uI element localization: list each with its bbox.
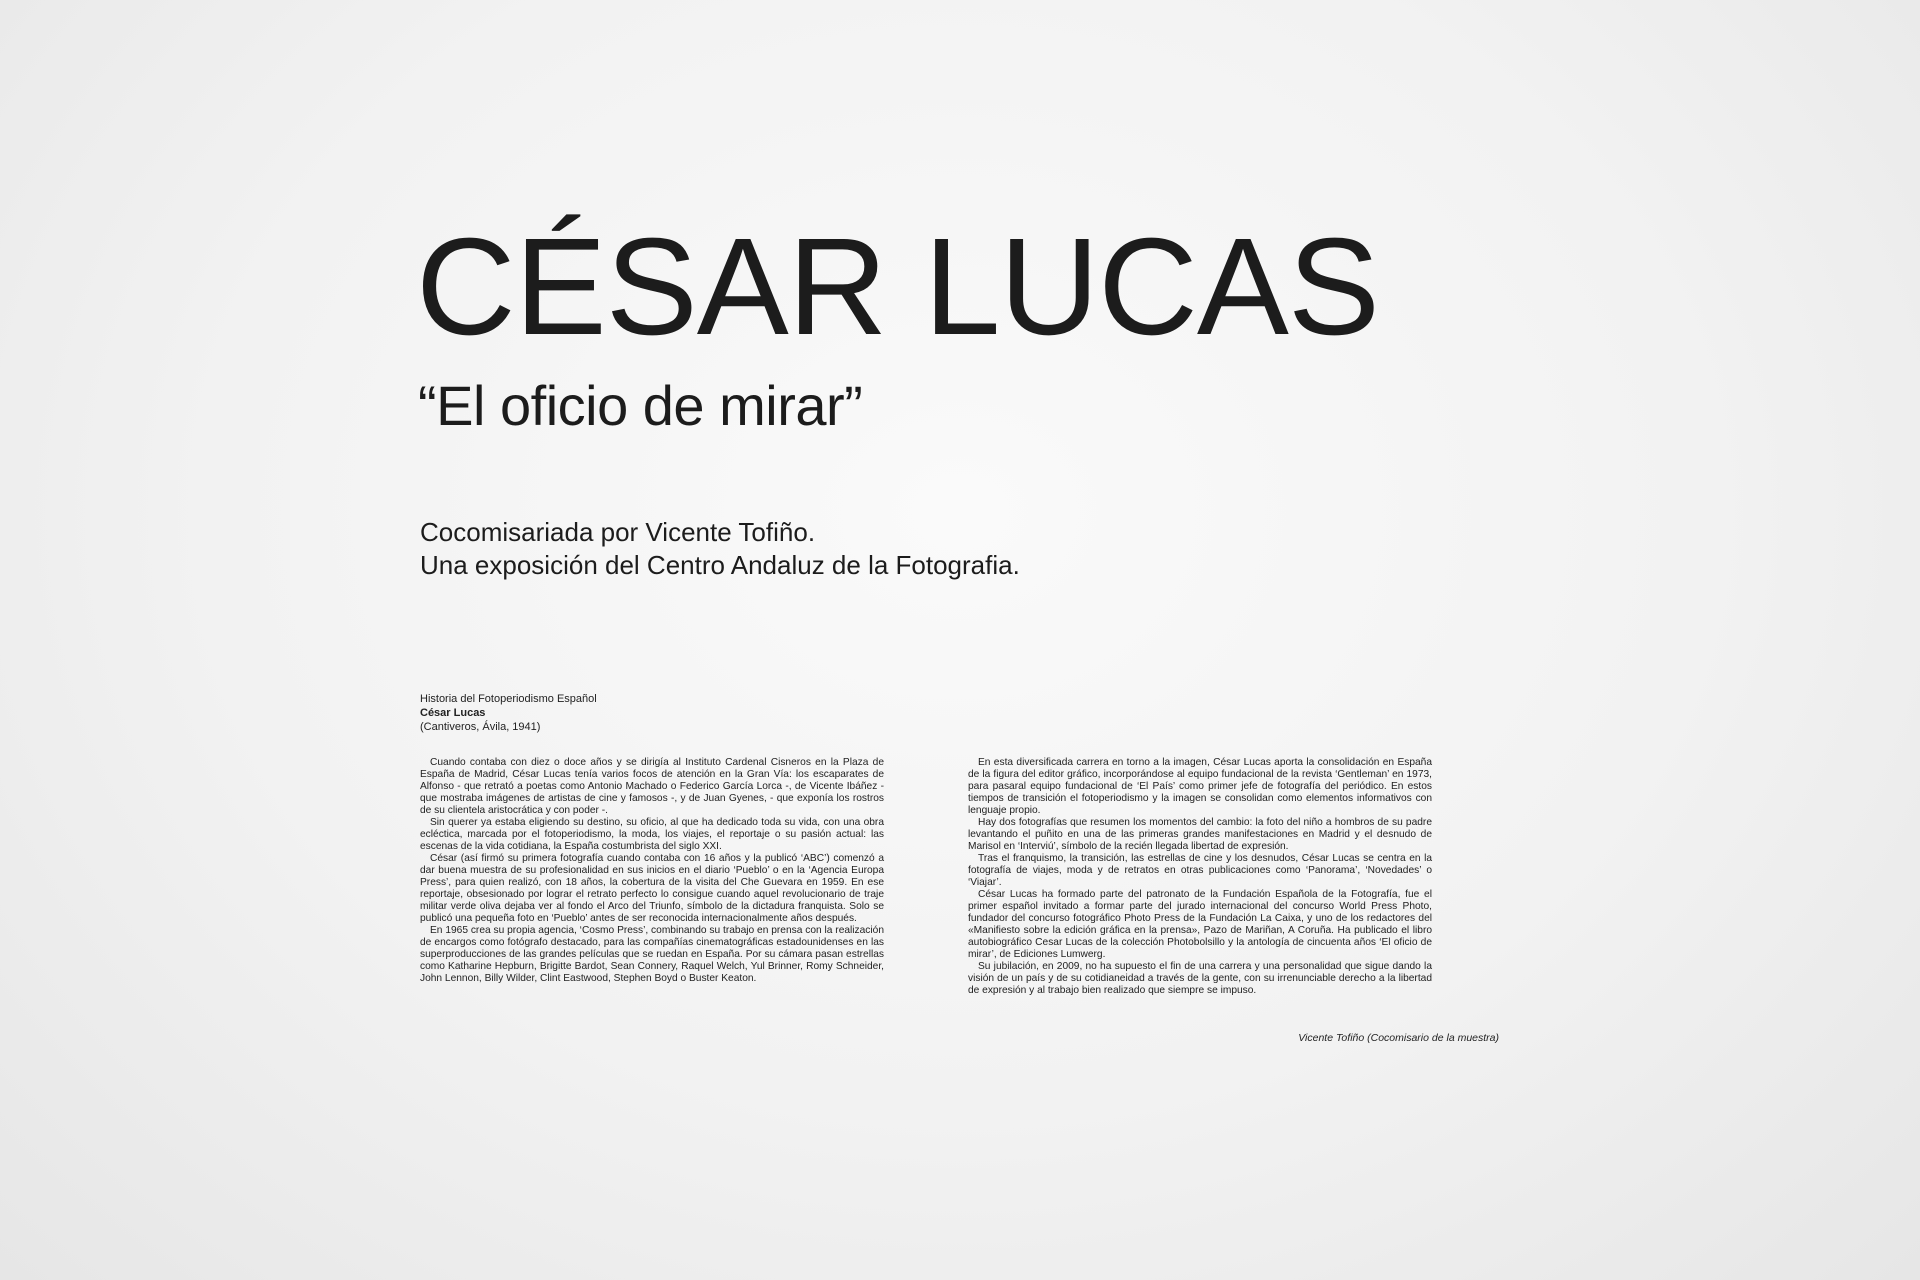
author-signature: Vicente Tofiño (Cocomisario de la muestra): [1298, 1032, 1499, 1044]
series-label: Historia del Fotoperiodismo Español: [420, 693, 597, 705]
artist-name: César Lucas: [420, 707, 486, 719]
artist-meta: [420, 692, 597, 734]
paragraph: Tras el franquismo, la transición, las estrellas de cine y los desnudos, César Lucas se centra en la fotografía de viajes, moda y de retratos en otras publicaciones como ‘Panorama’, ‘Novedades’ o ‘Viajar’.: [968, 853, 1432, 888]
text-column-right: [968, 757, 1432, 997]
curator-credits: [420, 516, 1020, 582]
paragraph: Cuando contaba con diez o doce años y se dirigía al Instituto Cardenal Cisneros en la Plaza de España de Madrid, César Lucas tenía varios focos de atención en la Gran Vía: los escaparates de Alfonso - que retrató a poetas como Antonio Machado o Federico García Lorca -, de Vicente Ibáñez - que mostraba imágenes de artistas de cine y famosos -, y de Juan Gyenes, - que exponía los rostros de su clientela aristocrática y con poder -.: [420, 757, 884, 816]
exhibition-title: CÉSAR LUCAS: [416, 210, 1379, 364]
paragraph: Hay dos fotografías que resumen los momentos del cambio: la foto del niño a hombros de su padre levantando el puñito en una de las primeras grandes manifestaciones en Madrid y el desnudo de Marisol en ‘Interviú’, símbolo de la recién llegada libertad de expresión.: [968, 817, 1432, 852]
exhibition-subtitle: “El oficio de mirar”: [418, 374, 863, 437]
paragraph: En 1965 crea su propia agencia, ‘Cosmo Press’, combinando su trabajo en prensa con la realización de encargos como fotógrafo destacado, para las compañías cinematográficas estadounidenses en las superproducciones de las grandes películas que se ruedan en España. Por su cámara pasan estrellas como Katharine Hepburn, Brigitte Bardot, Sean Connery, Raquel Welch, Yul Brinner, Romy Schneider, John Lennon, Billy Wilder, Clint Eastwood, Stephen Boyd o Buster Keaton.: [420, 925, 884, 984]
paragraph: César (así firmó su primera fotografía cuando contaba con 16 años y la publicó ‘ABC’) comenzó a dar buena muestra de su profesionalidad en sus inicios en el diario ‘Pueblo’ o en la ‘Agencia Europa Press’, para quien realizó, con 18 años, la cobertura de la visita del Che Guevara en 1959. En ese reportaje, obsesionado por lograr el retrato perfecto lo consigue cuando aquel revolucionario de traje militar verde oliva dejaba ver al fondo el Arco del Triunfo, símbolo de la dictadura franquista. Solo se publicó una pequeña foto en ‘Pueblo’ antes de ser reconocida internacionalmente años después.: [420, 853, 884, 924]
paragraph: César Lucas ha formado parte del patronato de la Fundación Española de la Fotografía, fue el primer español invitado a formar parte del jurado internacional del concurso World Press Photo, fundador del concurso fotográfico Photo Press de la Fundación La Caixa, y uno de los redactores del «Manifiesto sobre la edición gráfica en la prensa», Pazo de Mariñan, A Coruña. Ha publicado el libro autobiográfico Cesar Lucas de la colección Photobolsillo y la antología de cincuenta años ‘El oficio de mirar’, de Ediciones Lumwerg.: [968, 889, 1432, 960]
paragraph: Su jubilación, en 2009, no ha supuesto el fin de una carrera y una personalidad que sigue dando la visión de un país y de su cotidianeidad a través de la gente, con su irrenunciable derecho a la libertad de expresión y al trabajo bien realizado que siempre se impuso.: [968, 961, 1432, 996]
text-column-left: [420, 757, 884, 985]
artist-origin: (Cantiveros, Ávila, 1941): [420, 721, 541, 733]
paragraph: En esta diversificada carrera en torno a la imagen, César Lucas aporta la consolidación en España de la figura del editor gráfico, incorporándose al equipo fundacional de la revista ‘Gentleman’ en 1973, para pasaral equipo fundacional de ‘El País’ como primer jefe de fotografía del periódico. En estos tiempos de transición el fotoperiodismo y la imagen se consolidan como elementos informativos con lenguaje propio.: [968, 757, 1432, 816]
curator-credit-line: Cocomisariada por Vicente Tofiño.: [420, 517, 816, 547]
organizer-credit-line: Una exposición del Centro Andaluz de la Fotografia.: [420, 550, 1020, 580]
paragraph: Sin querer ya estaba eligiendo su destino, su oficio, al que ha dedicado toda su vida, con una obra ecléctica, marcada por el fotoperiodismo, la moda, los viajes, el reportaje o su pasión actual: las escenas de la vida cotidiana, la España costumbrista del siglo XXI.: [420, 817, 884, 852]
